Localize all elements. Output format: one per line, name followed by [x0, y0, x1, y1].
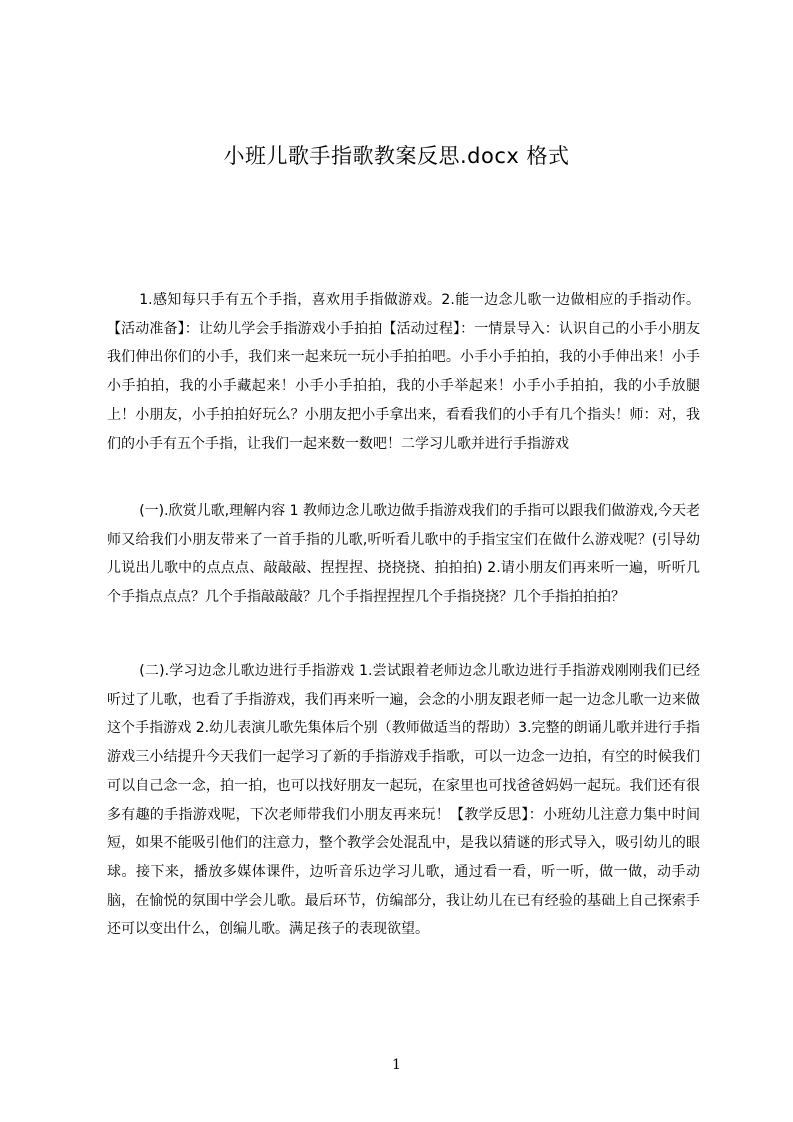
- document-title: 小班儿歌手指歌教案反思.docx 格式: [223, 144, 570, 168]
- body-paragraph-1: 1.感知每只手有五个手指，喜欢用手指做游戏。2.能一边念儿歌一边做相应的手指动作。【活动准备】：让幼儿学会手指游戏小手拍拍【活动过程】：一情景导入：认识自己的小手小朋友我们伸出你们的小手，我们来一起来玩一玩小手拍拍吧。小手小手拍拍，我的小手伸出来！小手小手拍拍，我的小手藏起来！小手小手拍拍，我的小手举起来！小手小手拍拍，我的小手放腿上！小朋友，小手拍拍好玩么？小朋友把小手拿出来，看看我们的小手有几个指头！师：对，我们的小手有五个手指，让我们一起来数一数吧！二学习儿歌并进行手指游戏: [107, 292, 700, 452]
- body-paragraph-3: (二).学习边念儿歌边进行手指游戏 1.尝试跟着老师边念儿歌边进行手指游戏刚刚我们已经听过了儿歌，也看了手指游戏，我们再来听一遍，会念的小朋友跟老师一起一边念儿歌一边来做这个手指游戏 2.幼儿表演儿歌先集体后个别（教师做适当的帮助）3.完整的朗诵儿歌并进行手指游戏三小结提升今天我们一起学习了新的手指游戏手指歌，可以一边念一边拍，有空的时候我们可以自己念一念，拍一拍，也可以找好朋友一起玩，在家里也可找爸爸妈妈一起玩。我们还有很多有趣的手指游戏呢，下次老师带我们小朋友再来玩！【教学反思】：小班幼儿注意力集中时间短，如果不能吸引他们的注意力，整个教学会处混乱中，是我以猜谜的形式导入，吸引幼儿的眼球。接下来，播放多媒体课件，边听音乐边学习儿歌，通过看一看，听一听，做一做，动手动脑，在愉悦的氛围中学会儿歌。最后环节，仿编部分，我让幼儿在已有经验的基础上自己探索手还可以变出什么，创编儿歌。满足孩子的表现欲望。: [107, 663, 700, 938]
- page-number: 1: [392, 1057, 401, 1073]
- body-paragraph-2: (一).欣赏儿歌,理解内容 1 教师边念儿歌边做手指游戏我们的手指可以跟我们做游戏,今天老师又给我们小朋友带来了一首手指的儿歌,听听看儿歌中的手指宝宝们在做什么游戏呢？(引导幼儿说出儿歌中的点点点、敲敲敲、捏捏捏、挠挠挠、拍拍拍) 2.请小朋友们再来听一遍，听听几个手指点点点？几个手指敲敲敲？几个手指捏捏捏几个手指挠挠？几个手指拍拍拍？: [107, 503, 700, 606]
